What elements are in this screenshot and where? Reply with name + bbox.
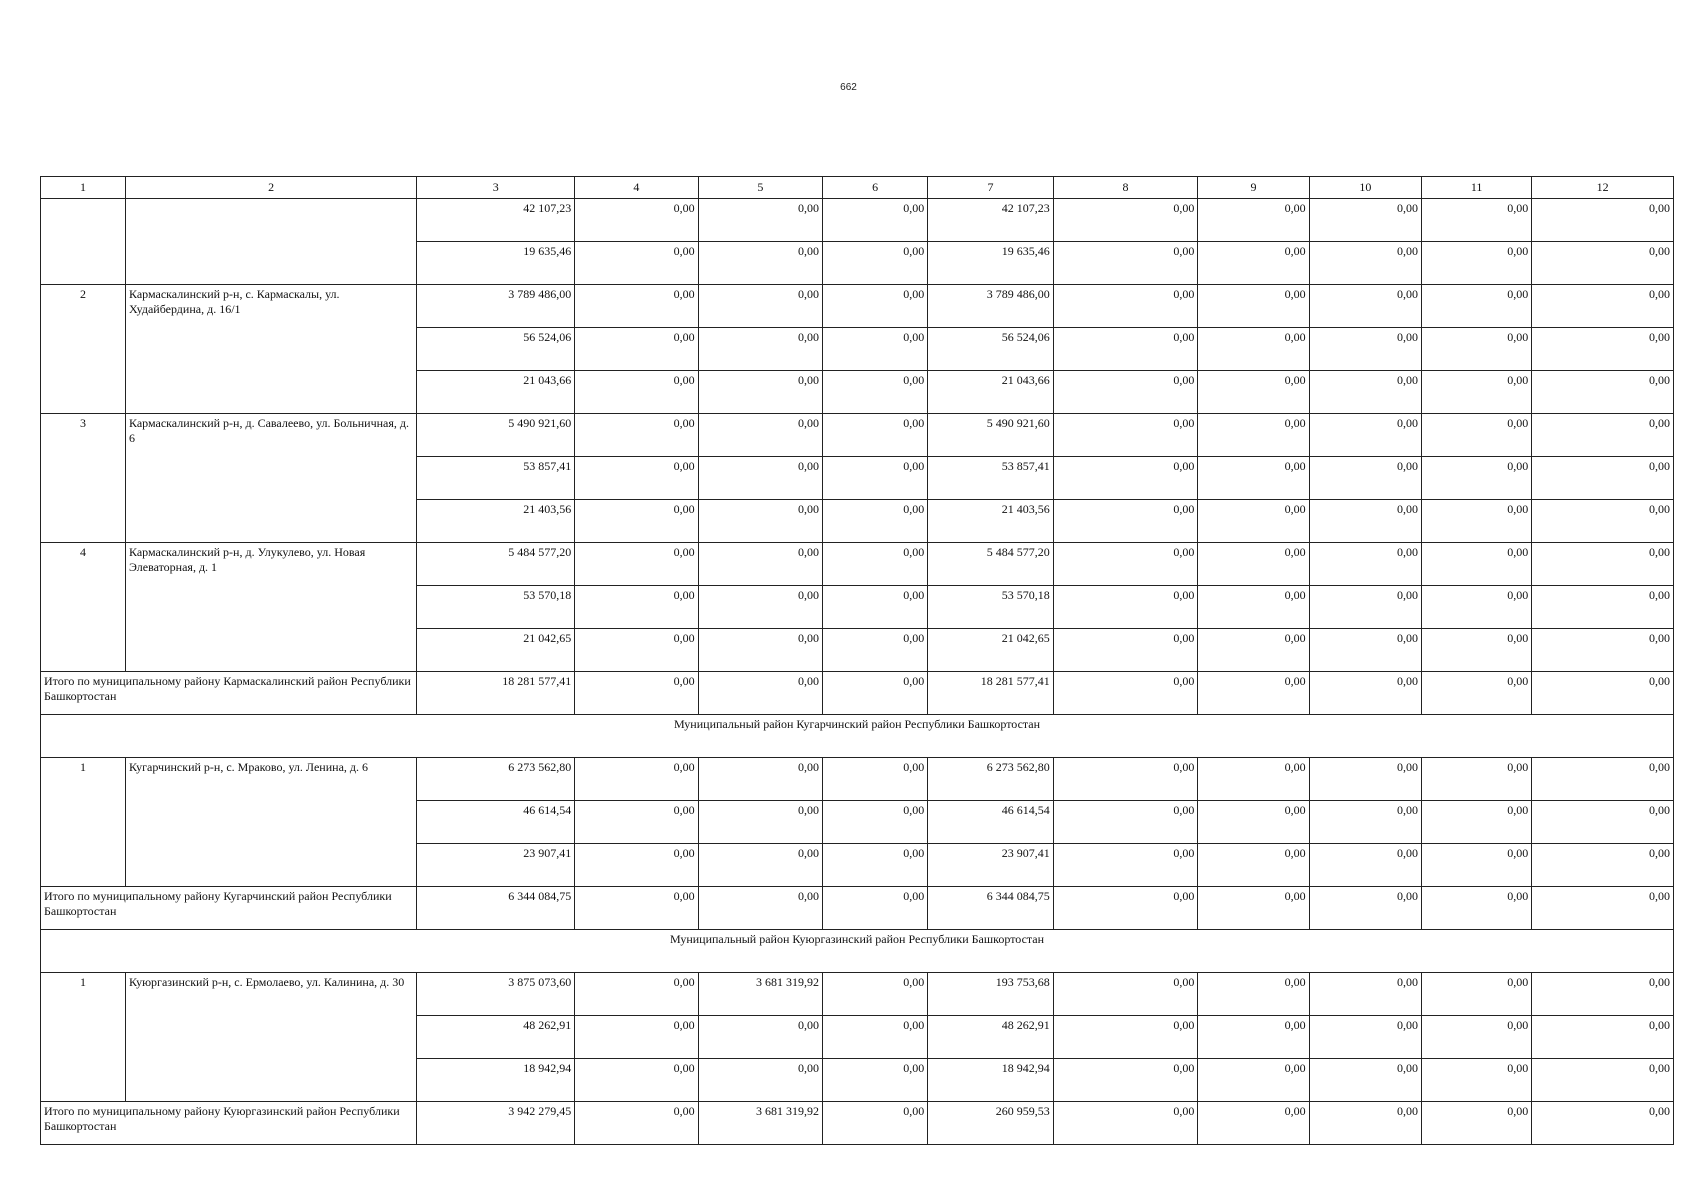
amount-cell: 0,00 — [1532, 328, 1674, 371]
amount-cell: 53 570,18 — [417, 586, 575, 629]
amount-cell: 0,00 — [1532, 457, 1674, 500]
amount-cell: 0,00 — [823, 973, 928, 1016]
column-number-header: 1 — [41, 177, 126, 199]
amount-cell: 0,00 — [1421, 543, 1531, 586]
amount-cell: 0,00 — [1198, 629, 1309, 672]
amount-cell: 0,00 — [698, 371, 822, 414]
amount-cell: 0,00 — [575, 758, 698, 801]
amount-cell: 0,00 — [1421, 629, 1531, 672]
amount-cell: 0,00 — [1198, 758, 1309, 801]
table-row — [41, 285, 1674, 328]
amount-cell: 53 857,41 — [417, 457, 575, 500]
amount-cell: 0,00 — [1421, 1102, 1531, 1145]
amount-cell: 0,00 — [1309, 629, 1421, 672]
subtotal-label: Итого по муниципальному району Кугарчинский район Республики Башкортостан — [41, 887, 417, 930]
amount-cell: 42 107,23 — [928, 199, 1053, 242]
amount-cell: 6 273 562,80 — [417, 758, 575, 801]
amount-cell: 21 042,65 — [417, 629, 575, 672]
amount-cell: 0,00 — [1053, 242, 1198, 285]
amount-cell: 0,00 — [823, 199, 928, 242]
table-row — [41, 758, 1674, 801]
amount-cell: 5 484 577,20 — [928, 543, 1053, 586]
amount-cell: 0,00 — [575, 973, 698, 1016]
row-index: 1 — [41, 758, 126, 887]
amount-cell: 0,00 — [1309, 1059, 1421, 1102]
column-number-header: 5 — [698, 177, 822, 199]
amount-cell: 0,00 — [1198, 500, 1309, 543]
amount-cell: 19 635,46 — [417, 242, 575, 285]
amount-cell: 0,00 — [698, 758, 822, 801]
object-address — [125, 199, 416, 285]
row-index: 1 — [41, 973, 126, 1102]
amount-cell: 0,00 — [1053, 328, 1198, 371]
amount-cell: 0,00 — [698, 242, 822, 285]
amount-cell: 0,00 — [1421, 672, 1531, 715]
amount-cell: 0,00 — [823, 242, 928, 285]
amount-cell: 0,00 — [1053, 414, 1198, 457]
amount-cell: 0,00 — [575, 844, 698, 887]
amount-cell: 0,00 — [823, 1016, 928, 1059]
amount-cell: 46 614,54 — [928, 801, 1053, 844]
amount-cell: 0,00 — [823, 414, 928, 457]
amount-cell: 0,00 — [575, 586, 698, 629]
amount-cell: 0,00 — [1053, 758, 1198, 801]
amount-cell: 0,00 — [1532, 1016, 1674, 1059]
amount-cell: 0,00 — [1421, 199, 1531, 242]
amount-cell: 0,00 — [1198, 414, 1309, 457]
amount-cell: 0,00 — [1309, 973, 1421, 1016]
amount-cell: 0,00 — [1532, 1059, 1674, 1102]
column-number-header: 11 — [1421, 177, 1531, 199]
amount-cell: 0,00 — [1053, 371, 1198, 414]
amount-cell: 56 524,06 — [928, 328, 1053, 371]
amount-cell: 0,00 — [1309, 457, 1421, 500]
row-index: 4 — [41, 543, 126, 672]
amount-cell: 0,00 — [1053, 672, 1198, 715]
amount-cell: 0,00 — [1309, 414, 1421, 457]
amount-cell: 0,00 — [1198, 285, 1309, 328]
amount-cell: 0,00 — [1421, 371, 1531, 414]
amount-cell: 0,00 — [1532, 844, 1674, 887]
amount-cell: 0,00 — [1532, 285, 1674, 328]
amount-cell: 0,00 — [1053, 543, 1198, 586]
amount-cell: 3 681 319,92 — [698, 973, 822, 1016]
amount-cell: 0,00 — [1309, 500, 1421, 543]
amount-cell: 18 281 577,41 — [417, 672, 575, 715]
amount-cell: 0,00 — [823, 887, 928, 930]
column-number-header: 10 — [1309, 177, 1421, 199]
amount-cell: 0,00 — [823, 629, 928, 672]
amount-cell: 0,00 — [575, 1102, 698, 1145]
row-index: 2 — [41, 285, 126, 414]
amount-cell: 0,00 — [1532, 801, 1674, 844]
amount-cell: 3 789 486,00 — [417, 285, 575, 328]
amount-cell: 0,00 — [1421, 457, 1531, 500]
subtotal-row — [41, 672, 1674, 715]
amount-cell: 0,00 — [1053, 285, 1198, 328]
amount-cell: 260 959,53 — [928, 1102, 1053, 1145]
amount-cell: 3 681 319,92 — [698, 1102, 822, 1145]
amount-cell: 3 875 073,60 — [417, 973, 575, 1016]
amount-cell: 0,00 — [1053, 586, 1198, 629]
amount-cell: 0,00 — [698, 457, 822, 500]
amount-cell: 0,00 — [1421, 586, 1531, 629]
subtotal-row — [41, 887, 1674, 930]
amount-cell: 0,00 — [698, 672, 822, 715]
amount-cell: 0,00 — [1421, 500, 1531, 543]
amount-cell: 0,00 — [1198, 973, 1309, 1016]
amount-cell: 0,00 — [1053, 457, 1198, 500]
amount-cell: 5 490 921,60 — [928, 414, 1053, 457]
column-number-header: 4 — [575, 177, 698, 199]
amount-cell: 0,00 — [1053, 629, 1198, 672]
amount-cell: 0,00 — [1309, 887, 1421, 930]
amount-cell: 0,00 — [1421, 242, 1531, 285]
amount-cell: 0,00 — [1421, 285, 1531, 328]
amount-cell: 0,00 — [1198, 199, 1309, 242]
amount-cell: 0,00 — [1053, 973, 1198, 1016]
amount-cell: 0,00 — [698, 629, 822, 672]
amount-cell: 0,00 — [823, 586, 928, 629]
amount-cell: 0,00 — [575, 414, 698, 457]
amount-cell: 3 789 486,00 — [928, 285, 1053, 328]
amount-cell: 0,00 — [1309, 672, 1421, 715]
amount-cell: 0,00 — [575, 242, 698, 285]
amount-cell: 23 907,41 — [417, 844, 575, 887]
amount-cell: 0,00 — [1309, 328, 1421, 371]
amount-cell: 21 403,56 — [417, 500, 575, 543]
amount-cell: 0,00 — [1421, 973, 1531, 1016]
object-address: Куюргазинский р-н, с. Ермолаево, ул. Калинина, д. 30 — [125, 973, 416, 1102]
amount-cell: 0,00 — [823, 1059, 928, 1102]
amount-cell: 0,00 — [575, 500, 698, 543]
amount-cell: 0,00 — [1532, 586, 1674, 629]
amount-cell: 0,00 — [698, 586, 822, 629]
amount-cell: 0,00 — [1053, 887, 1198, 930]
table-row — [41, 973, 1674, 1016]
section-title: Муниципальный район Куюргазинский район Республики Башкортостан — [41, 930, 1674, 973]
amount-cell: 0,00 — [1198, 1016, 1309, 1059]
amount-cell: 0,00 — [698, 801, 822, 844]
subtotal-label: Итого по муниципальному району Куюргазинский район Республики Башкортостан — [41, 1102, 417, 1145]
amount-cell: 0,00 — [1309, 801, 1421, 844]
amount-cell: 0,00 — [1532, 242, 1674, 285]
amount-cell: 0,00 — [698, 328, 822, 371]
amount-cell: 23 907,41 — [928, 844, 1053, 887]
subtotal-label: Итого по муниципальному району Кармаскалинский район Республики Башкортостан — [41, 672, 417, 715]
amount-cell: 0,00 — [698, 500, 822, 543]
amount-cell: 0,00 — [823, 500, 928, 543]
amount-cell: 0,00 — [1198, 844, 1309, 887]
amount-cell: 0,00 — [1309, 543, 1421, 586]
amount-cell: 56 524,06 — [417, 328, 575, 371]
amount-cell: 0,00 — [698, 844, 822, 887]
amount-cell: 0,00 — [1532, 500, 1674, 543]
finance-table — [40, 176, 1674, 1145]
amount-cell: 0,00 — [1198, 1059, 1309, 1102]
amount-cell: 0,00 — [1532, 1102, 1674, 1145]
amount-cell: 0,00 — [1532, 543, 1674, 586]
amount-cell: 193 753,68 — [928, 973, 1053, 1016]
amount-cell: 0,00 — [1532, 672, 1674, 715]
object-address: Кармаскалинский р-н, с. Кармаскалы, ул. Худайбердина, д. 16/1 — [125, 285, 416, 414]
table-row — [41, 543, 1674, 586]
amount-cell: 0,00 — [1421, 758, 1531, 801]
amount-cell: 48 262,91 — [417, 1016, 575, 1059]
section-header-row — [41, 930, 1674, 973]
column-number-header: 2 — [125, 177, 416, 199]
amount-cell: 0,00 — [1532, 629, 1674, 672]
object-address: Кармаскалинский р-н, д. Савалеево, ул. Больничная, д. 6 — [125, 414, 416, 543]
amount-cell: 0,00 — [1309, 586, 1421, 629]
amount-cell: 0,00 — [1532, 414, 1674, 457]
amount-cell: 0,00 — [575, 371, 698, 414]
amount-cell: 0,00 — [575, 801, 698, 844]
amount-cell: 0,00 — [698, 414, 822, 457]
column-number-header: 3 — [417, 177, 575, 199]
amount-cell: 0,00 — [1421, 801, 1531, 844]
page-number: 662 — [840, 82, 857, 93]
table-row — [41, 199, 1674, 242]
amount-cell: 48 262,91 — [928, 1016, 1053, 1059]
amount-cell: 0,00 — [1198, 1102, 1309, 1145]
amount-cell: 0,00 — [1053, 1016, 1198, 1059]
object-address: Кармаскалинский р-н, д. Улукулево, ул. Новая Элеваторная, д. 1 — [125, 543, 416, 672]
amount-cell: 21 043,66 — [928, 371, 1053, 414]
amount-cell: 0,00 — [823, 801, 928, 844]
amount-cell: 0,00 — [1421, 414, 1531, 457]
object-address: Кугарчинский р-н, с. Мраково, ул. Ленина, д. 6 — [125, 758, 416, 887]
amount-cell: 0,00 — [1198, 328, 1309, 371]
amount-cell: 0,00 — [1421, 887, 1531, 930]
amount-cell: 0,00 — [1532, 973, 1674, 1016]
amount-cell: 0,00 — [1053, 500, 1198, 543]
amount-cell: 53 570,18 — [928, 586, 1053, 629]
amount-cell: 46 614,54 — [417, 801, 575, 844]
amount-cell: 0,00 — [823, 371, 928, 414]
amount-cell: 21 403,56 — [928, 500, 1053, 543]
amount-cell: 0,00 — [823, 328, 928, 371]
amount-cell: 0,00 — [1198, 801, 1309, 844]
amount-cell: 0,00 — [575, 328, 698, 371]
amount-cell: 0,00 — [1532, 887, 1674, 930]
section-title: Муниципальный район Кугарчинский район Республики Башкортостан — [41, 715, 1674, 758]
amount-cell: 0,00 — [1198, 672, 1309, 715]
amount-cell: 0,00 — [575, 457, 698, 500]
amount-cell: 0,00 — [823, 543, 928, 586]
amount-cell: 0,00 — [1309, 1016, 1421, 1059]
amount-cell: 0,00 — [1309, 844, 1421, 887]
amount-cell: 53 857,41 — [928, 457, 1053, 500]
amount-cell: 0,00 — [698, 199, 822, 242]
amount-cell: 0,00 — [1198, 543, 1309, 586]
amount-cell: 0,00 — [823, 285, 928, 328]
amount-cell: 0,00 — [698, 543, 822, 586]
column-number-header: 9 — [1198, 177, 1309, 199]
amount-cell: 5 490 921,60 — [417, 414, 575, 457]
subtotal-row — [41, 1102, 1674, 1145]
amount-cell: 18 942,94 — [417, 1059, 575, 1102]
amount-cell: 0,00 — [1198, 887, 1309, 930]
amount-cell: 0,00 — [1532, 758, 1674, 801]
amount-cell: 0,00 — [575, 887, 698, 930]
amount-cell: 0,00 — [698, 1059, 822, 1102]
amount-cell: 0,00 — [575, 199, 698, 242]
column-number-header: 12 — [1532, 177, 1674, 199]
amount-cell: 0,00 — [1198, 457, 1309, 500]
amount-cell: 0,00 — [1053, 1102, 1198, 1145]
row-index: 3 — [41, 414, 126, 543]
amount-cell: 0,00 — [823, 457, 928, 500]
amount-cell: 0,00 — [575, 629, 698, 672]
amount-cell: 0,00 — [1532, 371, 1674, 414]
column-header-row — [41, 177, 1674, 199]
table-row — [41, 414, 1674, 457]
amount-cell: 21 042,65 — [928, 629, 1053, 672]
column-number-header: 6 — [823, 177, 928, 199]
amount-cell: 0,00 — [1309, 371, 1421, 414]
amount-cell: 0,00 — [823, 672, 928, 715]
column-number-header: 7 — [928, 177, 1053, 199]
amount-cell: 0,00 — [1309, 1102, 1421, 1145]
amount-cell: 0,00 — [698, 1016, 822, 1059]
amount-cell: 0,00 — [1198, 586, 1309, 629]
amount-cell: 0,00 — [1309, 242, 1421, 285]
amount-cell: 42 107,23 — [417, 199, 575, 242]
amount-cell: 0,00 — [575, 285, 698, 328]
amount-cell: 0,00 — [823, 1102, 928, 1145]
amount-cell: 0,00 — [1053, 199, 1198, 242]
amount-cell: 0,00 — [823, 758, 928, 801]
amount-cell: 0,00 — [1309, 285, 1421, 328]
amount-cell: 0,00 — [1309, 758, 1421, 801]
amount-cell: 0,00 — [1421, 1059, 1531, 1102]
amount-cell: 3 942 279,45 — [417, 1102, 575, 1145]
amount-cell: 0,00 — [823, 844, 928, 887]
amount-cell: 0,00 — [698, 887, 822, 930]
amount-cell: 0,00 — [1198, 371, 1309, 414]
amount-cell: 0,00 — [575, 1059, 698, 1102]
amount-cell: 0,00 — [1309, 199, 1421, 242]
amount-cell: 6 273 562,80 — [928, 758, 1053, 801]
amount-cell: 0,00 — [1053, 844, 1198, 887]
amount-cell: 0,00 — [698, 285, 822, 328]
amount-cell: 6 344 084,75 — [928, 887, 1053, 930]
amount-cell: 21 043,66 — [417, 371, 575, 414]
amount-cell: 5 484 577,20 — [417, 543, 575, 586]
amount-cell: 0,00 — [1198, 242, 1309, 285]
row-index — [41, 199, 126, 285]
amount-cell: 0,00 — [575, 543, 698, 586]
amount-cell: 0,00 — [1421, 1016, 1531, 1059]
amount-cell: 0,00 — [1532, 199, 1674, 242]
amount-cell: 0,00 — [1053, 801, 1198, 844]
amount-cell: 19 635,46 — [928, 242, 1053, 285]
column-number-header: 8 — [1053, 177, 1198, 199]
amount-cell: 0,00 — [575, 672, 698, 715]
amount-cell: 0,00 — [1421, 328, 1531, 371]
amount-cell: 6 344 084,75 — [417, 887, 575, 930]
section-header-row — [41, 715, 1674, 758]
amount-cell: 18 281 577,41 — [928, 672, 1053, 715]
amount-cell: 0,00 — [1421, 844, 1531, 887]
amount-cell: 18 942,94 — [928, 1059, 1053, 1102]
amount-cell: 0,00 — [1053, 1059, 1198, 1102]
amount-cell: 0,00 — [575, 1016, 698, 1059]
